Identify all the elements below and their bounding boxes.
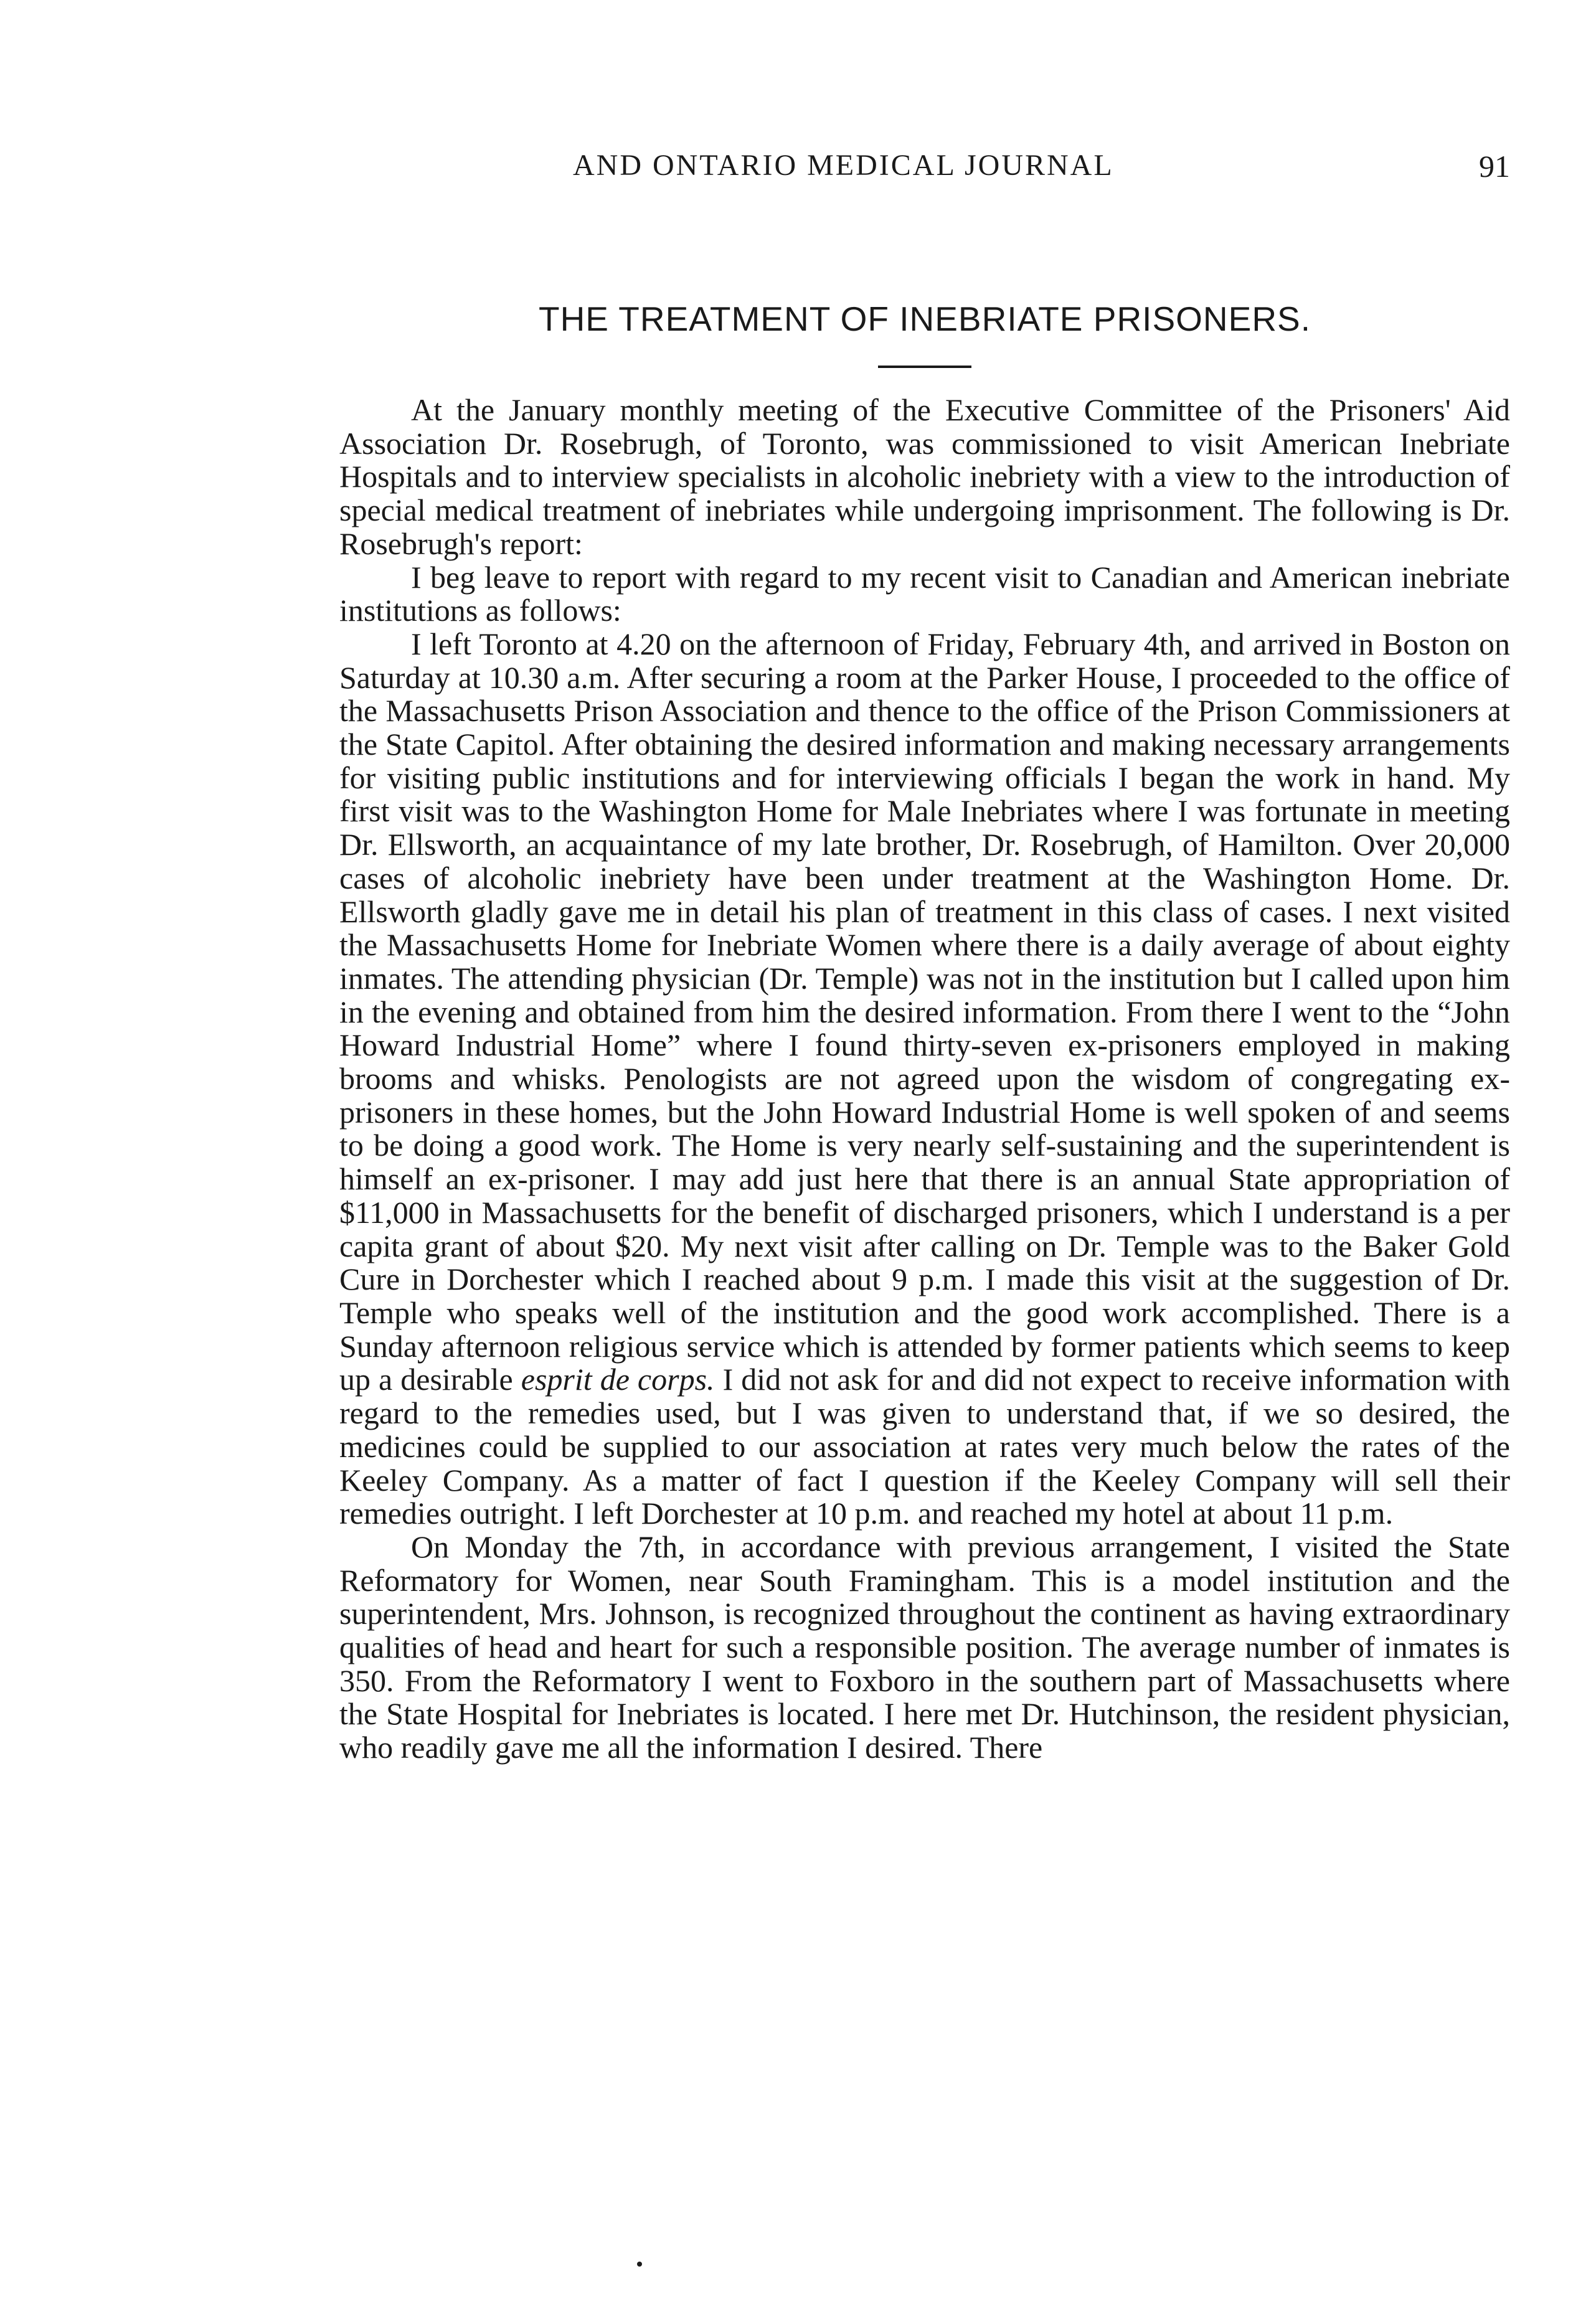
article-title: THE TREATMENT OF INEBRIATE PRISONERS. — [538, 300, 1311, 338]
paragraph-intro: At the January monthly meeting of the Executive Committee of the Prisoners' Aid Association Dr. Rosebrugh, of Toronto, was commissioned to visit American Inebriate Hospitals and to interview specialists in alcoholic inebriety with a view to the introduction of special medical treatment of inebriates while undergoing imprisonment. The following is Dr. Rosebrugh's report: — [339, 392, 1510, 561]
paragraph-report-opening: I beg leave to report with regard to my recent visit to Canadian and American inebriate institutions as follows: — [339, 559, 1510, 628]
running-head — [339, 148, 1510, 192]
stray-dot — [637, 2262, 642, 2267]
page-number: 91 — [1479, 149, 1510, 184]
title-rule — [878, 366, 971, 368]
running-title: AND ONTARIO MEDICAL JOURNAL — [573, 149, 1114, 182]
italic-phrase: esprit de corps. — [521, 1362, 715, 1397]
article-body — [339, 394, 1510, 1765]
paragraph-first-day-continued: I did not ask for and did not expect to receive information with regard to the remedies used, but I was given to understand that, if we so desired, the medicines could be supplied to our association at rates very much below the rates of the Keeley Company. As a matter of fact I question if the Keeley Company will sell their remedies outright. I left Dorchester at 10 p.m. and reached my hotel at about 11 p.m. — [339, 1362, 1510, 1531]
paragraph-monday: On Monday the 7th, in accordance with previous arrangement, I visited the State Reformatory for Women, near South Framingham. This is a model institution and the superintendent, Mrs. Johnson, is recognized throughout the continent as having extraordinary qualities of head and heart for such a responsible position. The average number of inmates is 350. From the Reformatory I went to Foxboro in the southern part of Massachusetts where the State Hospital for Inebriates is located. I here met Dr. Hutchinson, the resident physician, who readily gave me all the information I desired. There — [339, 1529, 1510, 1765]
paragraph-first-day-text: I left Toronto at 4.20 on the afternoon of Friday, February 4th, and arrived in Boston on Saturday at 10.30 a.m. After securing a room at the Parker House, I proceeded to the office of the Massachusetts Prison Association and thence to the office of the Prison Commissioners at the State Capitol. After obtaining the desired information and making necessary arrangements for visiting public institutions and for interviewing officials I began the work in hand. My first visit was to the Washington Home for Male Inebriates where I was fortunate in meeting Dr. Ellsworth, an acquaintance of my late brother, Dr. Rosebrugh, of Hamilton. Over 20,000 cases of alcoholic inebriety have been under treatment at the Washington Home. Dr. Ellsworth gladly gave me in detail his plan of treatment in this class of cases. I next visited the Massachusetts Home for Inebriate Women where there is a daily average of about eighty inmates. The attending physician (Dr. Temple) was not in the institution but I called upon him in the evening and obtained from him the desired information. From there I went to the “John Howard Industrial Home” where I found thirty-seven ex-prisoners employed in making brooms and whisks. Penologists are not agreed upon the wisdom of congregating ex-prisoners in these homes, but the John Howard Industrial Home is well spoken of and seems to be doing a good work. The Home is very nearly self-sustaining and the superintendent is himself an ex-prisoner. I may add just here that there is an annual State appropriation of $11,000 in Massachusetts for the benefit of discharged prisoners, which I understand is a per capita grant of about $20. My next visit after calling on Dr. Temple was to the Baker Gold Cure in Dorchester which I reached about 9 p.m. I made this visit at the suggestion of Dr. Temple who speaks well of the institution and the good work accomplished. There is a Sunday afternoon religious service which is attended by former patients which seems to keep up a desirable — [339, 626, 1510, 1397]
paragraph-first-day — [339, 628, 1510, 1531]
